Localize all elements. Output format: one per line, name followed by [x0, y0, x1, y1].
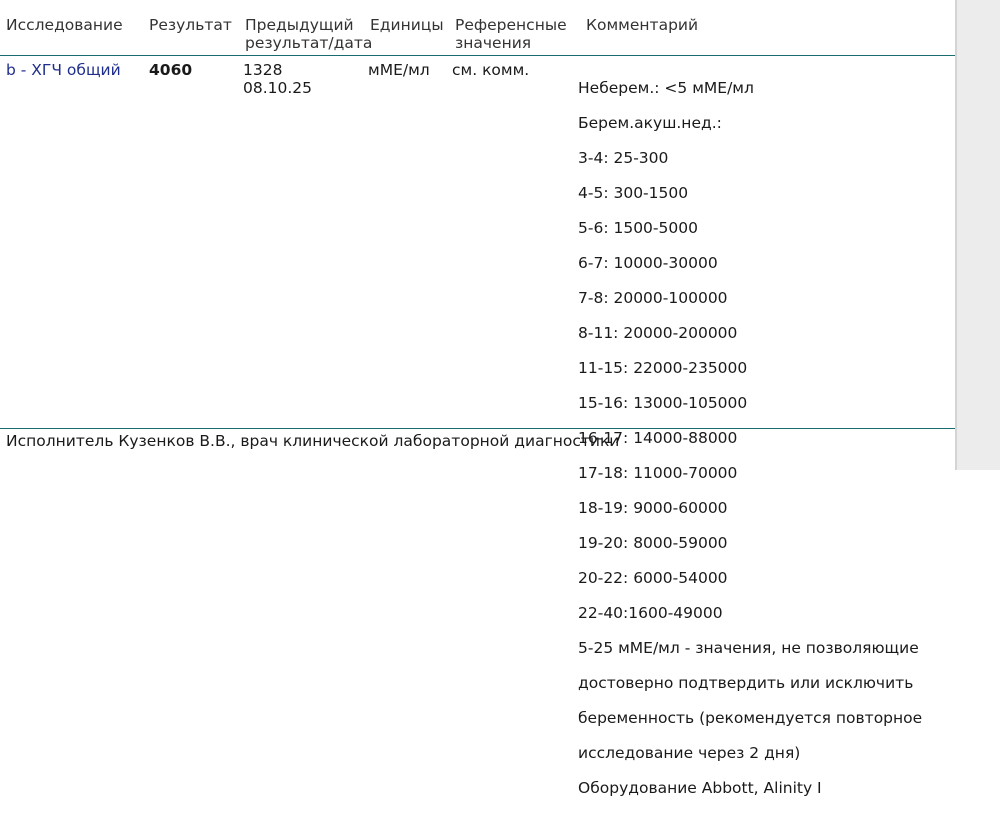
comment-line: 18-19: 9000-60000	[578, 498, 728, 517]
previous-date: 08.10.25	[243, 79, 313, 97]
previous-value: 1328	[243, 61, 283, 79]
test-name: b - ХГЧ общий	[6, 61, 121, 79]
header-divider	[0, 55, 955, 56]
comment-line: 15-16: 13000-105000	[578, 393, 748, 412]
header-comment: Комментарий	[586, 16, 699, 34]
result-value: 4060	[149, 61, 193, 79]
comment-line: 6-7: 10000-30000	[578, 253, 718, 272]
comment-line: достоверно подтвердить или исключить	[578, 673, 914, 692]
units-value: мМЕ/мл	[368, 61, 430, 79]
comment-line: 3-4: 25-300	[578, 148, 669, 167]
comment-line: 22-40:1600-49000	[578, 603, 723, 622]
header-units: Единицы	[370, 16, 444, 34]
performer-signature: Исполнитель Кузенков В.В., врач клинической лабораторной диагностики	[6, 432, 620, 450]
comment-line: Берем.акуш.нед.:	[578, 113, 722, 132]
comment-line: беременность (рекомендуется повторное	[578, 708, 923, 727]
header-reference: Референсные значения	[455, 16, 567, 52]
comment-line: 5-6: 1500-5000	[578, 218, 698, 237]
comment-line: 8-11: 20000-200000	[578, 323, 738, 342]
header-previous: Предыдущий результат/дата	[245, 16, 373, 52]
comment-line: 4-5: 300-1500	[578, 183, 689, 202]
comment-line: Оборудование Abbott, Alinity I	[578, 778, 822, 797]
footer-divider	[0, 428, 955, 429]
comment-line: 16-17: 14000-88000	[578, 428, 738, 447]
header-test: Исследование	[6, 16, 123, 34]
comment-line: 20-22: 6000-54000	[578, 568, 728, 587]
comment-line: Неберем.: <5 мМЕ/мл	[578, 78, 754, 97]
comment-line: 11-15: 22000-235000	[578, 358, 748, 377]
reference-value: см. комм.	[452, 61, 530, 79]
header-result: Результат	[149, 16, 232, 34]
comment-line: 19-20: 8000-59000	[578, 533, 728, 552]
scroll-gutter	[955, 0, 1000, 470]
comment-line: 5-25 мМЕ/мл - значения, не позволяющие	[578, 638, 919, 657]
comment-line: 17-18: 11000-70000	[578, 463, 738, 482]
comment-block	[578, 62, 922, 815]
comment-line: 7-8: 20000-100000	[578, 288, 728, 307]
comment-line: исследование через 2 дня)	[578, 743, 801, 762]
